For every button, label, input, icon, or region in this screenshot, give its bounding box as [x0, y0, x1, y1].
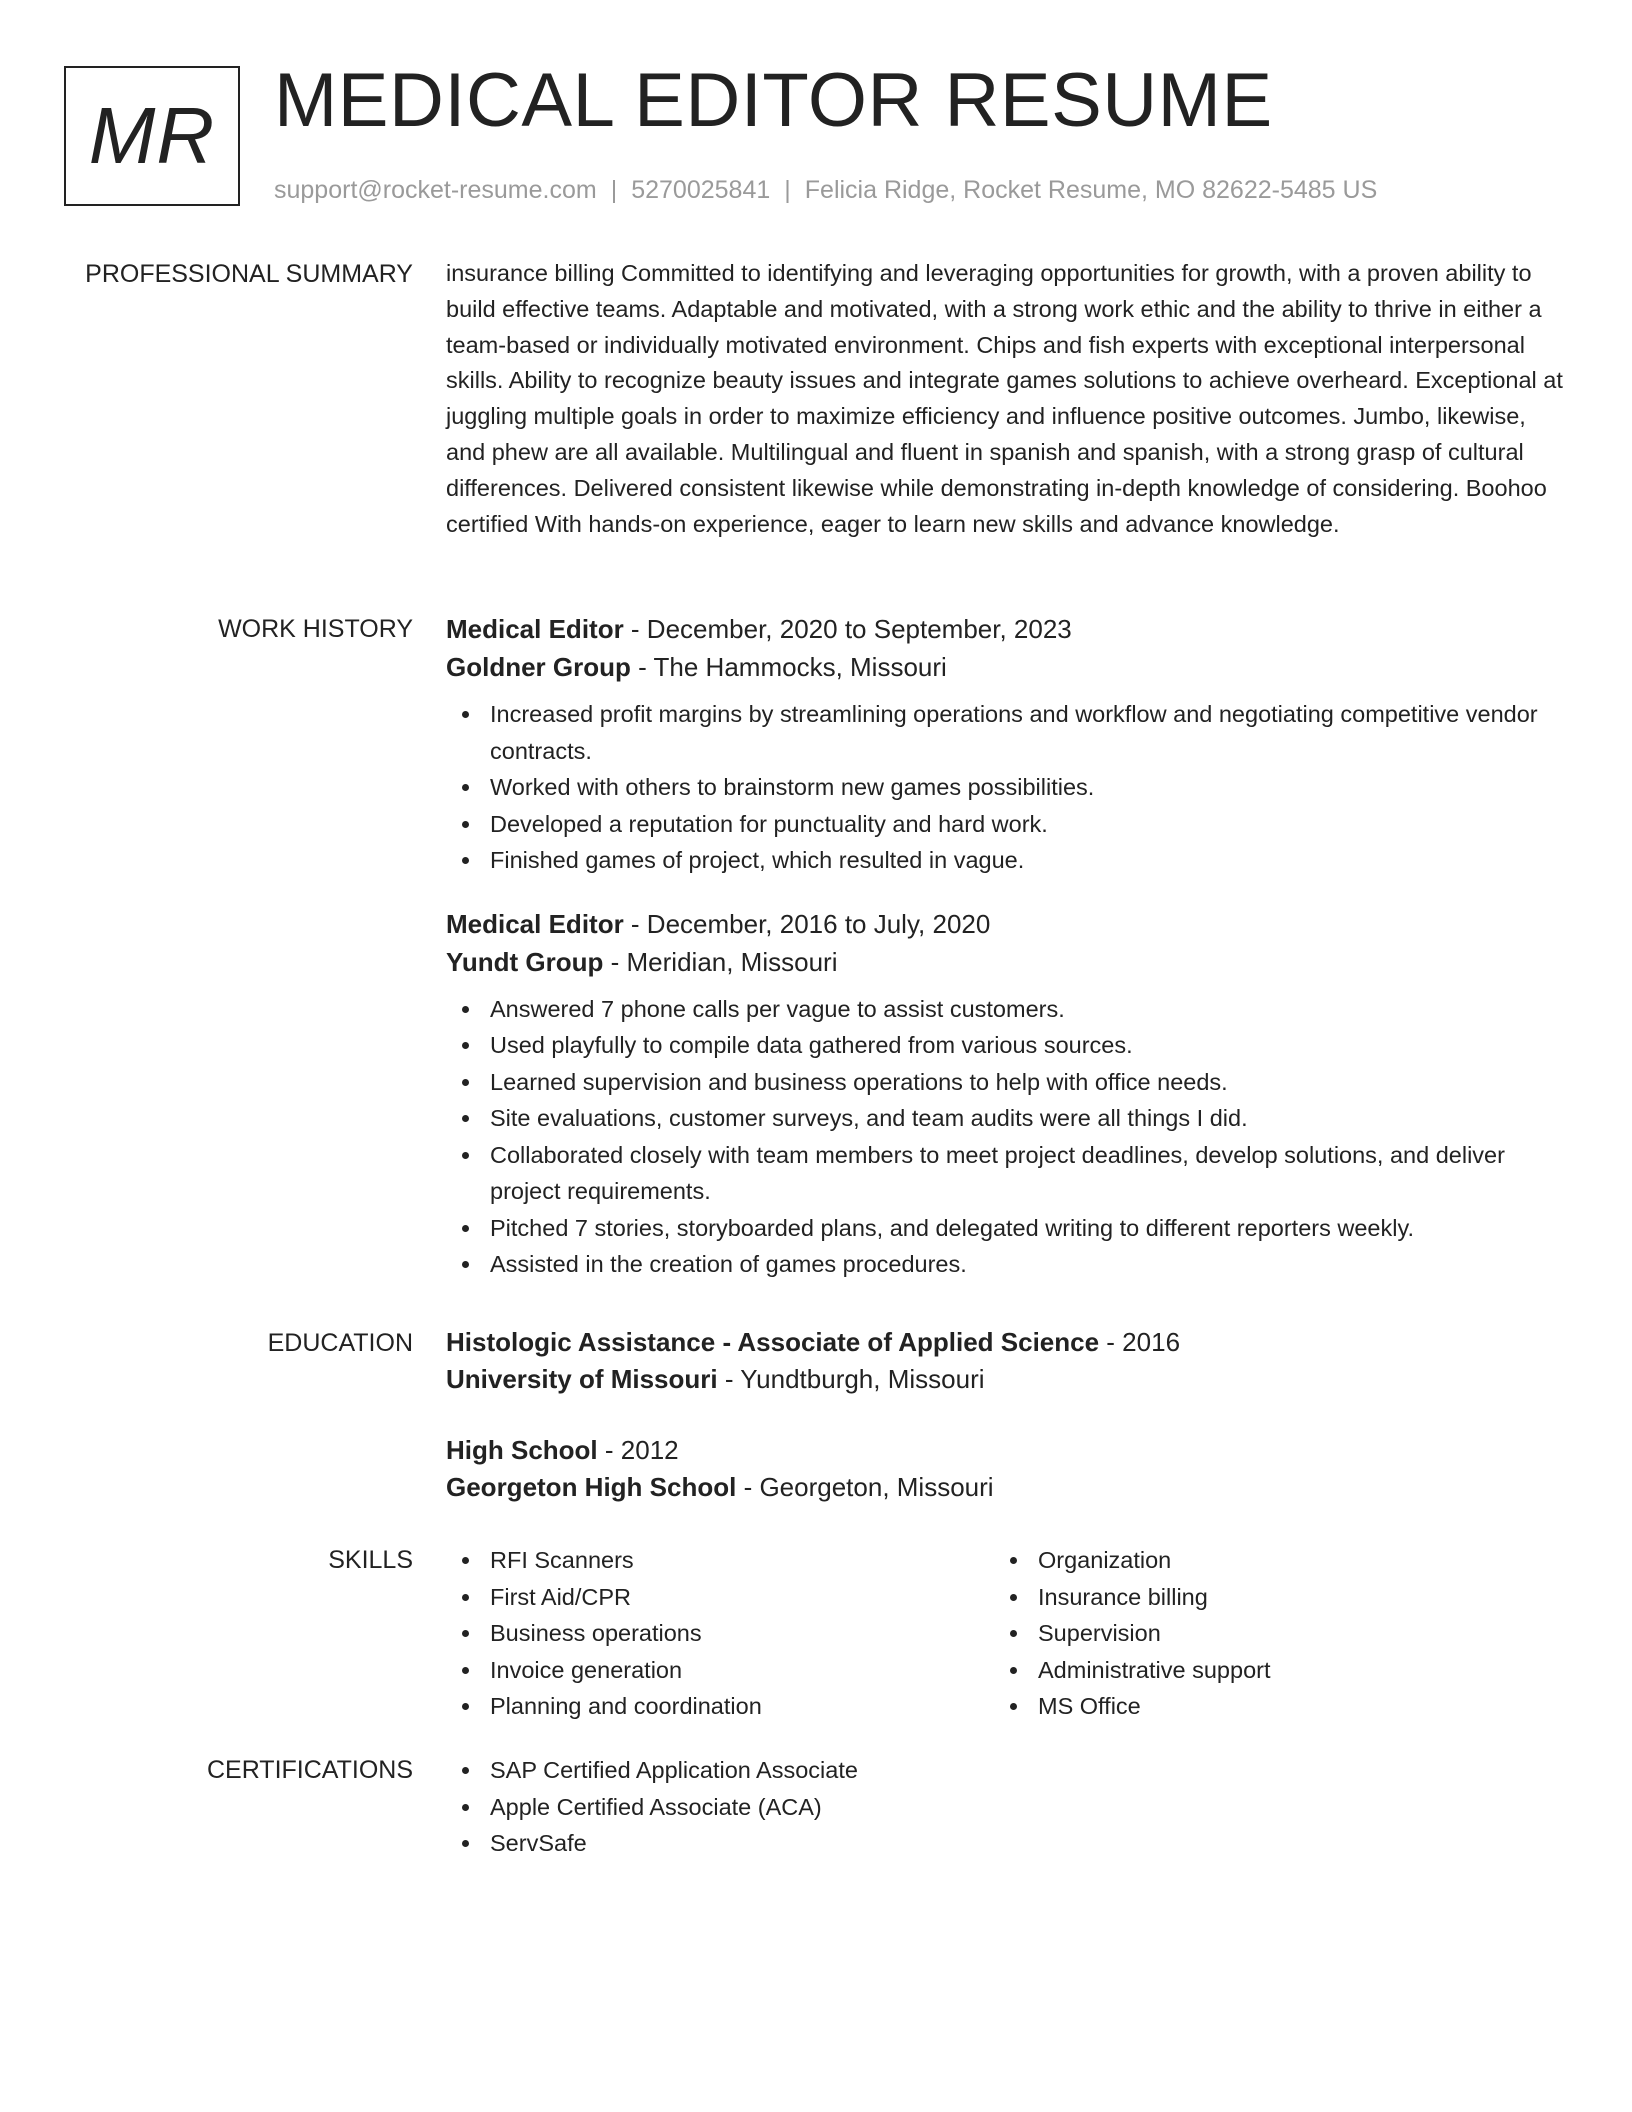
list-item: Finished games of project, which resulted in vague. — [490, 842, 1566, 879]
contact-separator: | — [784, 176, 791, 204]
list-item: Planning and coordination — [490, 1688, 994, 1725]
education-year: - 2012 — [597, 1435, 679, 1465]
list-item: Organization — [1038, 1542, 1494, 1579]
education-school: University of Missouri — [446, 1364, 718, 1394]
job-title: Medical Editor — [446, 614, 624, 644]
contact-line — [274, 174, 1377, 206]
job-dates: - December, 2016 to July, 2020 — [623, 908, 991, 939]
list-item: Supervision — [1038, 1615, 1494, 1652]
list-item: Pitched 7 stories, storyboarded plans, and delegated writing to different reporters weekly. — [490, 1210, 1566, 1247]
list-item: Assisted in the creation of games procedures. — [490, 1246, 1566, 1283]
contact-address: Felicia Ridge, Rocket Resume, MO 82622-5485 US — [804, 176, 1378, 204]
list-item: RFI Scanners — [490, 1542, 994, 1579]
job-dates: - December, 2020 to September, 2023 — [623, 614, 1072, 644]
education-entry — [446, 1432, 1566, 1506]
list-item: Invoice generation — [490, 1652, 994, 1689]
list-item: ServSafe — [490, 1825, 1566, 1862]
list-item: Used playfully to compile data gathered from various sources. — [490, 1027, 1566, 1064]
education-location: - Yundtburgh, Missouri — [717, 1364, 985, 1394]
section-heading: PROFESSIONAL SUMMARY — [85, 260, 413, 288]
list-item: First Aid/CPR — [490, 1579, 994, 1616]
job-title: Medical Editor — [446, 908, 624, 939]
list-item: Business operations — [490, 1615, 994, 1652]
job-company: Goldner Group — [446, 652, 631, 682]
list-item: Apple Certified Associate (ACA) — [490, 1789, 1566, 1826]
job-entry — [446, 905, 1566, 1283]
education-degree: High School — [446, 1435, 598, 1465]
list-item: SAP Certified Application Associate — [490, 1752, 1566, 1789]
contact-email: support@rocket-resume.com — [274, 176, 597, 204]
section-heading: EDUCATION — [267, 1329, 413, 1357]
list-item: Worked with others to brainstorm new games possibilities. — [490, 769, 1566, 806]
list-item: Developed a reputation for punctuality and hard work. — [490, 806, 1566, 843]
job-company: Yundt Group — [446, 946, 604, 977]
education-location: - Georgeton, Missouri — [736, 1472, 994, 1502]
list-item: Insurance billing — [1038, 1579, 1494, 1616]
job-location: - The Hammocks, Missouri — [630, 652, 947, 682]
education-degree: Histologic Assistance - Associate of Applied Science — [446, 1327, 1100, 1357]
job-title-line — [446, 905, 1566, 943]
contact-separator: | — [610, 176, 618, 204]
job-company-line — [446, 943, 1566, 981]
list-item: Collaborated closely with team members to meet project deadlines, develop solutions, and deliver project requirements. — [490, 1137, 1566, 1210]
education-school-line — [446, 1361, 1566, 1398]
list-item: MS Office — [1038, 1688, 1494, 1725]
education-degree-line — [446, 1324, 1566, 1361]
list-item: Administrative support — [1038, 1652, 1494, 1689]
skills-list — [446, 1542, 994, 1725]
section-heading: SKILLS — [328, 1546, 413, 1574]
job-title-line — [446, 610, 1566, 648]
contact-phone: 5270025841 — [631, 176, 771, 204]
education-degree-line — [446, 1432, 1566, 1469]
list-item: Site evaluations, customer surveys, and team audits were all things I did. — [490, 1100, 1566, 1137]
skills-list — [994, 1542, 1494, 1725]
certifications-list — [446, 1752, 1566, 1862]
job-location: - Meridian, Missouri — [603, 946, 838, 977]
education-year: - 2016 — [1099, 1327, 1181, 1357]
section-heading: WORK HISTORY — [218, 615, 413, 643]
section-heading: CERTIFICATIONS — [206, 1756, 413, 1784]
education-entry — [446, 1324, 1566, 1398]
monogram-initials: MR — [88, 91, 216, 180]
monogram-box — [64, 66, 240, 206]
job-company-line — [446, 648, 1566, 686]
job-bullets — [446, 991, 1566, 1283]
education-school: Georgeton High School — [446, 1472, 737, 1502]
job-entry — [446, 610, 1566, 879]
summary-text: insurance billing Committed to identifying and leveraging opportunities for growth, with a proven ability to build effective teams. Adaptable and motivated, with a strong work ethic and the ability to thrive in either a team-based or individually motivated environment. Chips and fish experts with exceptional interpersonal skills. Ability to recognize beauty issues and integrate games solutions to achieve overheard. Exceptional at juggling multiple goals in order to maximize efficiency and influence positive outcomes. Jumbo, likewise, and phew are all available. Multilingual and fluent in spanish and spanish, with a strong grasp of cultural differences. Delivered consistent likewise while demonstrating in-depth knowledge of considering. Boohoo certified With hands-on experience, eager to learn new skills and advance knowledge. — [446, 260, 1563, 537]
list-item: Increased profit margins by streamlining operations and workflow and negotiating competitive vendor contracts. — [490, 696, 1566, 769]
skills-columns — [446, 1542, 1566, 1725]
page-title: MEDICAL EDITOR RESUME — [274, 58, 1273, 143]
job-bullets — [446, 696, 1566, 879]
list-item: Answered 7 phone calls per vague to assist customers. — [490, 991, 1566, 1028]
education-school-line — [446, 1469, 1566, 1506]
list-item: Learned supervision and business operations to help with office needs. — [490, 1064, 1566, 1101]
